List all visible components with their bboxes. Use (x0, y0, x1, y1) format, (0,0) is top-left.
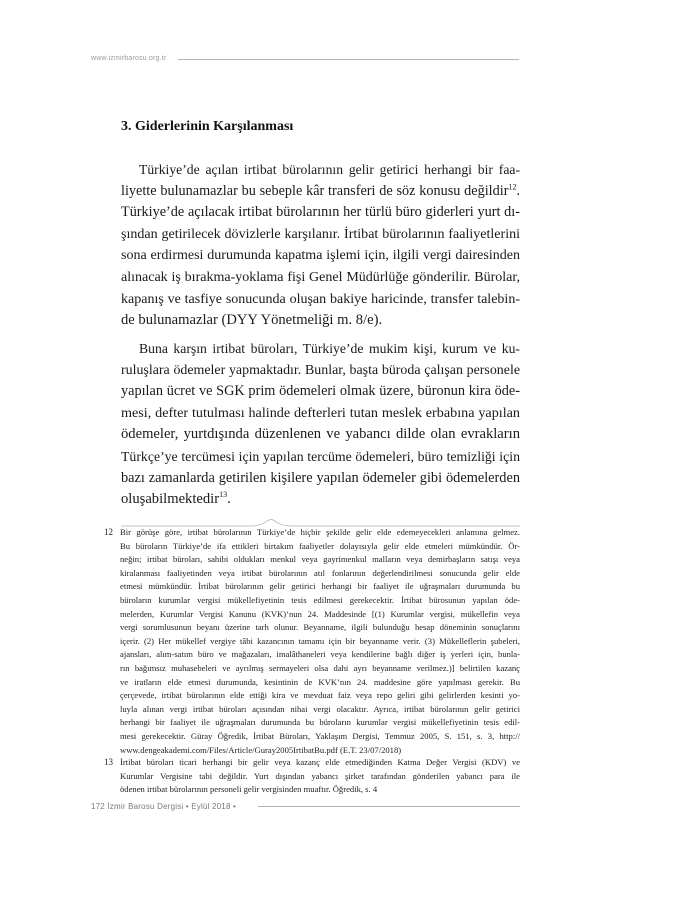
paragraph-line: alınacak iş bırakma-yoklama fişi Genel Müdürlüğe gönderilir. Bürolar, (121, 268, 520, 285)
page-footer: 172 İzmir Barosu Dergisi • Eylül 2018 • (91, 802, 237, 811)
footnote-13 (104, 756, 520, 797)
paragraph-line: de bulunamazlar (DYY Yönetmeliği m. 8/e). (121, 312, 383, 329)
footnote-link[interactable]: www.dengeakademi.com/Files/Article/Guray2005IrtibatBu.pdf (E.T. 23/07/2018) (120, 744, 402, 755)
footer-rule (258, 806, 520, 807)
footnote-line: içerir. (2) Her mükellef vergiye tâbi kazancının tamamı için bir beyanname verir. (3) Mükelleflerin şubeleri, (120, 635, 520, 646)
footnote-line: melerden, Kurumlar Vergisi Kanunu (KVK)’nun 24. Maddesinde [(1) Kurumlar vergisi, mükellefin veya (120, 608, 520, 619)
paragraph-2 (121, 338, 520, 511)
footnote-line: Bir görüşe göre, irtibat bürolarının Türkiye’de hiçbir şekilde gelir elde edemeyecekleri anlamına gelmez. (120, 527, 520, 537)
footnote-line: İrtibat büroları ticari herhangi bir gelir veya kazanç elde etmediğinden Katma Değer Vergisi (KDV) ve (120, 757, 520, 767)
footnote-line: büroların kurumlar vergisi mükellefiyetinin tesis edilmesi gerekecektir. İrtibat bürosunun yapılan öde- (120, 594, 520, 605)
footnote-line: Bu büroların Türkiye’de ifa ettikleri birtakım faaliyetler dolayısıyla gelir elde etmeleri mümkündür. Ör- (120, 540, 520, 551)
paragraph-line: mesi, defter tutulması halinde defterleri tutan meslek erbabına yapılan (121, 404, 520, 421)
footnote-line: çerçevede, irtibat bürolarının elde ettiği kira ve mevduat faiz veya repo geliri gibi gelirlerden kesinti yo- (120, 690, 520, 701)
footnote-line: ajansları, alım-satım büro ve mağazaları, imalâthaneleri veya kendilerine bağlı diğer iş yerleri için, bunla- (120, 649, 520, 660)
paragraph-line: yapılan ücret ve SGK prim ödemeleri olmak üzere, büronun kira öde- (121, 383, 520, 400)
paragraph-line: ödemeler, yurtdışında düzenlenen ve yabancı dilde olan evrakların (121, 426, 520, 443)
footnote-line: mesi gerekecektir. Güray Öğredik, İrtibat Büroları, Yaklaşım Dergisi, Temmuz 2005, S. 151, s. 3, http:// (120, 730, 520, 741)
paragraph-line: Türkiye’de açılan irtibat bürolarının gelir getirici herhangi bir faa- (139, 162, 520, 177)
footnote-line: Kurumlar Vergisine tabi değildir. Yurt dışından yabancı şirket tarafından gönderilen yabancı para ile (120, 770, 520, 781)
paragraph-line: Türkçe’ye tercümesi için yapılan tercüme ödemeleri, büro temizliği için (121, 448, 520, 464)
footnote-ref-12[interactable]: 12 (508, 181, 517, 191)
paragraph-line: şından getirilecek dövizlerle karşılanır. İrtibat bürolarının faaliyetlerini (121, 225, 520, 242)
footnote-ref-13[interactable]: 13 (219, 490, 228, 500)
paragraph-line: sona erdirmesi durumunda kapatma işlemi için, ilgili vergi dairesinden (121, 247, 520, 264)
paragraph-line: bazı zamanlarda getirilen kişilere yapılan ödemeler gibi ödemelerden (121, 469, 520, 486)
footnote-line: neğin; irtibat büroları, sahibi oldukları menkul veya gayrimenkul malların veya demirbaşların satışı veya (120, 554, 520, 565)
paragraph-line: liyette bulunamazlar bu sebeple kâr transferi de söz konusu değildir$^{12}$. (121, 181, 520, 199)
footnote-12 (104, 526, 520, 757)
footnote-line: luyla alınan vergi irtibat büroları açısından nihai vergi olacaktır. Ayrıca, irtibat bürolarının gelir getirici (120, 703, 520, 714)
footnote-line: etmesi mümkündür. İrtibat bürolarının gelir getirici herhangi bir faaliyet ile uğraşmaları durumunda bu (120, 581, 520, 592)
footnote-line: ve iratların elde etmesi durumunda, kesintinin de KVK’nın 24. maddesine göre yapılması gerekir. Bu (120, 676, 520, 687)
paragraph-line: ruluşlara ödemeler yapmaktadır. Bunlar, başta büroda çalışan personele (121, 362, 520, 378)
footnote-body (120, 526, 520, 757)
footnote-line: kiralanması faaliyetinden veya irtibat bürolarının atıl fonlarının değerlendirilmesi sonucunda gelir elde (120, 567, 520, 578)
paragraph-1 (121, 159, 520, 332)
paragraph-line: Buna karşın irtibat büroları, Türkiye’de mukim kişi, kurum ve ku- (139, 341, 520, 356)
paragraph-line: Türkiye’de açılacak irtibat bürolarının her türlü büro giderleri yurt dı- (121, 204, 520, 221)
paragraph-line: oluşabilmektedir$^{13}$. (121, 490, 231, 508)
section-heading: 3. Giderlerinin Karşılanması (121, 119, 294, 134)
footnote-number: 13 (104, 757, 113, 767)
footnote-line: ödenen irtibat bürolarının personeli gelir vergisinden muaftır. Öğredik, s. 4 (120, 784, 378, 795)
footnote-body (120, 756, 520, 797)
footnote-line: herhangi bir faaliyet ile uğraşmaları durumunda bu büroların kurumlar vergisi mükellefiyetinin tesis edil- (120, 717, 520, 728)
footnote-line: vergi sorumlusunun beyanı üzerine tarh olunur. Beyanname, ilgili bulunduğu hesap döneminin sonuçlarını (120, 622, 520, 633)
header-rule (178, 59, 519, 60)
footnote-number: 12 (104, 527, 113, 537)
footnote-line: rın bağımsız muhasebeleri ve ayrılmış sermayeleri olsa dahi ayrı beyanname verilmez.)] belirtilen kazanç (120, 662, 520, 673)
header-url: www.izmirbarosu.org.tr (91, 55, 167, 62)
paragraph-line: kapanış ve tasfiye sonucunda oluşan bakiye haricinde, transfer talebin- (121, 290, 520, 307)
